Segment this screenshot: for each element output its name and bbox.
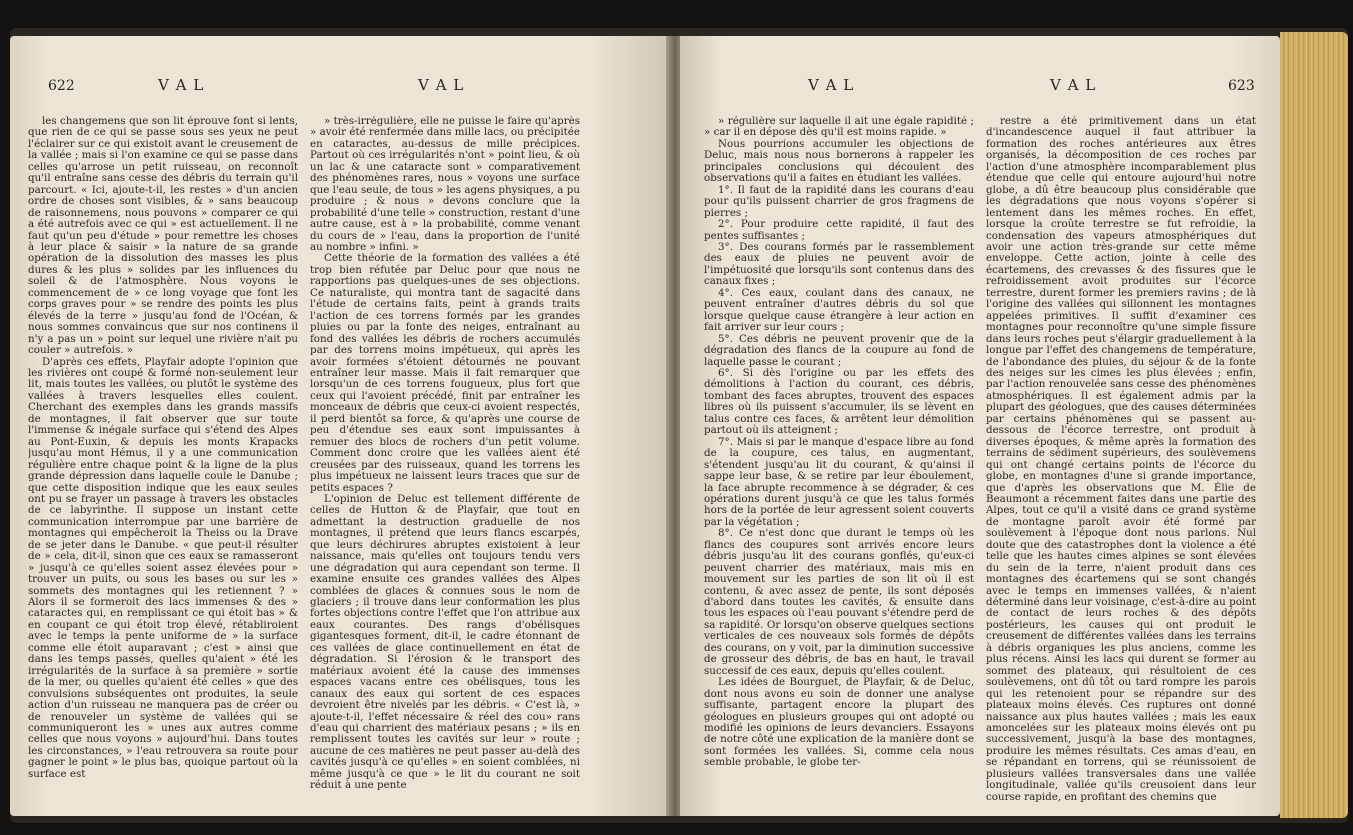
running-head-left-2: V A L [418, 76, 465, 94]
paragraph: 5°. Ces débris ne peuvent provenir que de la dégradation des flancs de la coupure au fond de laquelle passe le courant ; [704, 332, 974, 368]
running-head-right-1: V A L [808, 76, 855, 94]
open-book [10, 28, 1348, 823]
page-number-right: 623 [1228, 78, 1255, 94]
paragraph: les changemens que son lit éprouve font si lents, que rien de ce qui se passe sous ses yeux ne peut l'éclairer sur ce qui existoit avant le creusement de la vallée ; mais si l'on examine ce qui se passe dans celles qu'arrose un petit ruisseau, on reconnoît qu'il entraîne sans cesse des débris du terrain qu'il parcourt. « Ici, ajoute-t-il, les restes » d'un ancien ordre de choses sont visibles, & » sans beaucoup de raisonnemens, nous pouvons » comparer ce qui a été autrefois avec ce qui » est actuellement. Il ne faut qu'un peu d'étude » pour remettre les choses à leur place & saisir » la nature de sa grande opération de la dissolution des masses les plus dures & les plus » solides par les influences du soleil & de l'atmosphère. Nous voyons le commencement de » ce long voyage que font les corps graves pour » se rendre des points les plus élevés de la terre » jusqu'au fond de l'Océan, & nous sommes convaincus que sur nos continens il n'y a pas un » point sur lequel une rivière n'ait pu couler » autrefois. » [28, 116, 298, 357]
gilt-page-edge [1280, 32, 1348, 818]
left-page-column-1 [28, 116, 298, 806]
paragraph: 3°. Des courans formés par le rassemblement des eaux de pluies ne peuvent avoir de l'impétuosité que lorsqu'ils sont contenus dans des canaux fixes ; [704, 240, 974, 288]
paragraph: Les idées de Bourguet, de Playfair, & de Deluc, dont nous avons eu soin de donner une analyse suffisante, partagent encore la plupart des géologues en plusieurs groupes qui ont adopté ou modifié les opinions de leurs devanciers. Essayons de notre côté une explication de la manière dont se sont formées les vallées. Si, comme cela nous semble probable, le globe ter- [704, 676, 974, 769]
paragraph: restre a été primitivement dans un état d'incandescence auquel il faut attribuer la formation des roches antérieures aux êtres organisés, la décomposition de ces roches par l'action d'une atmosphère incomparablement plus étendue que celle qui entoure aujourd'hui notre globe, a dû être beaucoup plus considérable que les dégradations que nous voyons s'opérer si lentement dans les mêmes roches. En effet, lorsque la croûte terrestre se fut refroidie, la condensation des vapeurs atmosphériques dut avoir une action très-grande sur cette même enveloppe. Cette action, jointe à celle des écartemens, des crevasses & des fissures que le refroidissement avoit produites sur l'écorce terrestre, durent former les premiers ravins ; de là l'origine des vallées qui sillonnent les montagnes appelées primitives. Il suffit d'examiner ces montagnes pour reconnoître qu'une simple fissure dans leurs roches peut s'élargir graduellement à la longue par l'effet des changemens de température, de l'abondance des pluies, du séjour & de la fonte des neiges sur les cimes les plus élevées ; enfin, par l'action renouvelée sans cesse des phénomènes atmosphériques. Il est également admis par la plupart des géologues, que des causes déterminées par certains phénomènes qui se passent au-dessous de l'écorce terrestre, ont produit à diverses époques, & même après la formation des terrains de sédiment supérieurs, des soulèvemens qui ont changé certains points de l'écorce du globe, en montagnes d'une si grande importance, que d'après les observations que M. Élie de Beaumont a récemment faites dans une partie des Alpes, tout ce qu'il a visité dans ce grand système de montagne paroît avoir été formé par soulèvement à l'époque dont nous parlons. Nul doute que des catastrophes dont la violence a été telle que les hautes cimes alpines se sont élevées du sein de la terre, n'aient produit dans ces montagnes des écartemens qui se sont changés avec le temps en immenses vallées, & n'aient déterminé dans leur voisinage, c'est-à-dire au point de contact de leurs roches & des dépôts postérieurs, les causes qui ont produit le creusement de différentes vallées dans les terrains à débris organiques les plus anciens, comme les plus récens. Ainsi les lacs qui durent se former au sommet des plateaux, qui résultoient de ces soulèvemens, ont dû tôt ou tard rompre les parois qui les retenoient pour se répandre sur des plateaux moins élevés. Ces ruptures ont donné naissance aux plus hautes vallées ; mais les eaux amoncelées sur les plateaux moins élevés ont pu successivement, jusqu'à la base des montagnes, produire les mêmes résultats. Ces amas d'eau, en se répandant en torrens, qui se réunissoient de plusieurs vallées transversales dans une vallée longitudinale, vallée qu'ils creusoient dans leur course rapide, en profitant des chemins que [986, 116, 1256, 803]
left-page [10, 36, 670, 816]
paragraph: 7°. Mais si par le manque d'espace libre au fond de la coupure, ces talus, en augmentant, s'étendent jusqu'au lit du courant, & qu'ainsi il sappe leur base, & se retire par leur éboulement, la face abrupte recommence à se dégrader, & ces opérations durent jusqu'à ce que les talus formés hors de la portée de leur agressent soient couverts par la végétation ; [704, 435, 974, 528]
paragraph: 4°. Ces eaux, coulant dans des canaux, ne peuvent entraîner d'autres débris du sol que lorsque quelque cause étrangère à leur action en fait arriver sur leur cours ; [704, 286, 974, 334]
paragraph: 6°. Si dès l'origine ou par les effets des démolitions à l'action du courant, ces débris, tombant des faces abruptes, trouvent des espaces libres où ils puissent s'accumuler, ils se lèvent en talus contre ces faces, & arrêtent leur démolition partout où ils atteignent ; [704, 366, 974, 437]
right-page [680, 36, 1280, 816]
paragraph: Cette théorie de la formation des vallées a été trop bien réfutée par Deluc pour que nous ne rapportions pas quelques-unes de ses objections. Ce naturaliste, qui montra tant de sagacité dans l'étude de certains faits, peint à grands traits l'action de ces torrens formés par les grandes pluies ou par la fonte des neiges, entraînant au fond des vallées les débris de rochers accumulés par des torrens moins impétueux, qui après les avoir formées s'étoient détournés ne pouvant entraîner leur masse. Mais il fait remarquer que lorsqu'un de ces torrens fougueux, plus fort que ceux qui l'avoient précédé, finit par entraîner les monceaux de débris que ceux-ci avoient respectés, il perd bientôt sa force, & qu'après une course de peu d'étendue ses eaux sont impuissantes à remuer des blocs de rochers d'un petit volume. Comment donc croire que les vallées aient été creusées par des ruisseaux, quand les torrens les plus impétueux ne laissent leurs traces que sur de petits espaces ? [310, 252, 580, 494]
right-page-column-2 [986, 116, 1256, 806]
right-page-column-1 [704, 116, 974, 806]
paragraph: Nous pourrions accumuler les objections de Deluc, mais nous nous bornerons à rappeler les principales conclusions qui découlent des observations qu'il a faites en étudiant les vallées. [704, 137, 974, 185]
running-head-right-2: V A L [1050, 76, 1097, 94]
paragraph: 8°. Ce n'est donc que durant le temps où les flancs des coupures sont arrivés encore leurs débris jusqu'au lit des courans gonflés, qu'eux-ci peuvent charrier des matériaux, mais mis en mouvement sur les parties de son lit où il est contenu, & avec assez de pente, ils sont déposés d'abord dans toutes les cavités, & ensuite dans tous les espaces où l'eau pouvant s'étendre perd de sa rapidité. Or lorsqu'on observe quelques sections verticales de ces nouveaux sols formés de dépôts des courans, on y voit, par la diminution successive de grosseur des débris, de bas en haut, le travail successif de ces eaux, depuis qu'elles coulent. [704, 527, 974, 677]
running-head-left-1: V A L [158, 76, 205, 94]
paragraph: D'après ces effets, Playfair adopte l'opinion que les rivières ont coupé & formé non-seulement leur lit, mais toutes les vallées, ou plutôt le système des vallées à travers lesquelles elles coulent. Cherchant des exemples dans les grands massifs de montagnes, il fait observer que sur toute l'immense & inégale surface qui s'étend des Alpes au Pont-Euxin, & depuis les monts Krapacks jusqu'au mont Hémus, il y a une communication régulière entre chaque point & la ligne de la plus grande dépression dans laquelle coule le Danube ; que cette disposition indique que les eaux seules ont pu se frayer un passage à travers les obstacles de ce labyrinthe. Il suppose un instant cette communication interrompue par une barrière de montagnes qui empêcheroit la Theiss ou la Drave de se jeter dans le Danube. « que peut-il résulter de » cela, dit-il, sinon que ces eaux se ramasseront » jusqu'à ce qu'elles soient assez élevées pour » trouver un puits, ou sous les bases ou sur les » sommets des montagnes qui les retiennent ? » Alors il se formeroit des lacs immenses & des » cataractes qui, en remplissant ce qui étoit bas » & en coupant ce qui étoit trop élevé, rétabliroient avec le temps la pente uniforme de » la surface comme elle étoit auparavant ; c'est » ainsi que dans les temps passés, quelles qu'aient » été les irrégularités de la surface à sa première » sortie de la mer, ou quelles qu'aient été celles » que des convulsions subséquentes ont produites, la seule action d'un ruisseau ne manquera pas de créer ou de renouveler un système de vallées qui se communiqueront les » unes aux autres comme celles que nous voyons » aujourd'hui. Dans toutes les circonstances, » l'eau retrouvera sa route pour gagner le point » le plus bas, quoique partout où la surface est [28, 355, 298, 780]
paragraph: » régulière sur laquelle il ait une égale rapidité ; » car il en dépose dès qu'il est moins rapide. » [704, 116, 974, 139]
page-number-left: 622 [48, 78, 75, 94]
paragraph: » très-irrégulière, elle ne puisse le faire qu'après » avoir été renfermée dans mille lacs, ou précipitée en cataractes, au-dessus de mille précipices. Partout où ces irrégularités n'ont » point lieu, & où un lac & une cataracte sont » comparativement des phénomènes rares, nous » voyons une surface que l'eau seule, de tous » les agens physiques, a pu produire ; & nous » devons conclure que la probabilité d'une telle » construction, restant d'une autre cause, est à » la probabilité, comme venant du cours de » l'eau, dans la proportion de l'unité au nombre » infini. » [310, 116, 580, 253]
paragraph: L'opinion de Deluc est tellement différente de celles de Hutton & de Playfair, que tout en admettant la destruction graduelle de nos montagnes, il prétend que leurs flancs escarpés, que leurs déchirures abruptes existoient à leur naissance, mais qu'elles ont toujours tendu vers une dégradation qui aura cependant son terme. Il examine ensuite ces grandes vallées des Alpes comblées de glaces & connues sous le nom de glaciers ; il trouve dans leur conformation les plus fortes objections contre l'effet que l'on attribue aux eaux courantes. Des rangs d'obélisques gigantesques forment, dit-il, le cadre étonnant de ces vallées de glace continuellement en état de dégradation. Si l'érosion & le transport des matériaux avoient été la cause des immenses espaces vacans entre ces obélisques, tous les canaux des eaux qui sortent de ces espaces devroient être nivelés par les débris. « C'est là, » ajoute-t-il, l'effet nécessaire & réel des cou» rans d'eau qui charrient des matériaux pesans ; » ils en remplissent toutes les cavités sur leur » route ; aucune de ces matières ne peut passer au-delà des cavités jusqu'à ce qu'elles » en soient comblées, ni même jusqu'à ce que » le lit du courant ne soit réduit à une pente [310, 492, 580, 792]
left-page-column-2 [310, 116, 580, 806]
paragraph: 1°. Il faut de la rapidité dans les courans d'eau pour qu'ils puissent charrier de gros fragmens de pierres ; [704, 183, 974, 219]
paragraph: 2°. Pour produire cette rapidité, il faut des pentes suffisantes ; [704, 218, 974, 242]
